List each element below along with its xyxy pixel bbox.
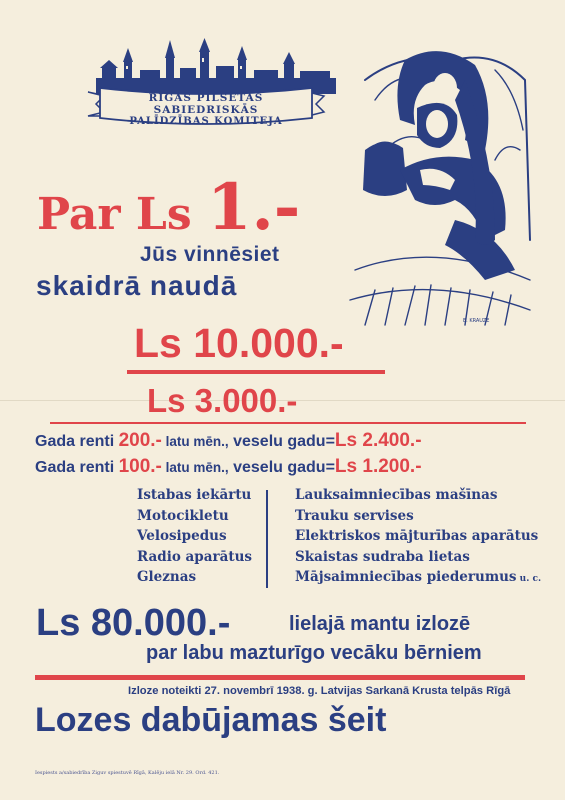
draw-date: Izloze noteikti 27. novembrī 1938. g. Latvijas Sarkanā Krusta telpās Rīgā (128, 685, 511, 697)
rent-total: Ls 2.400.- (334, 430, 422, 451)
rent-middle: veselu gadu= (228, 459, 335, 476)
list-item: Istabas iekārtu (137, 487, 252, 503)
rent-label: Gada renti (35, 459, 119, 476)
total-amount: Ls 80.000.- (36, 602, 231, 644)
total-description: lielajā mantu izlozē (289, 613, 471, 635)
divider-red (50, 422, 526, 424)
rent-total: Ls 1.200.- (334, 456, 422, 477)
rent-amount: 200.- (118, 430, 162, 451)
main-prize: Ls 10.000.- (134, 320, 344, 366)
list-item: Lauksaimniecības mašīnas (295, 487, 498, 503)
committee-name (96, 92, 316, 128)
list-item: Trauku servises (295, 507, 414, 524)
children-with-jug-illustration (345, 40, 535, 330)
price-prefix: Par Ls (37, 189, 207, 240)
printer-imprint: Iespiests a/sabiedrība Ziguv spiestuvē Rīgā, Kalēju ielā Nr. 29. Ord. 421. (35, 770, 220, 776)
committee-line-1: RĪGAS PILSĒTAS SABIEDRISKĀS (148, 92, 264, 116)
list-item: Motocikletu (137, 507, 229, 524)
illustration-signature: E. KRAUZE (463, 318, 490, 324)
list-item: Gleznas (137, 569, 197, 585)
list-item (295, 567, 541, 590)
column-divider (266, 490, 268, 588)
divider-red (127, 370, 385, 374)
list-item-suffix: u. c. (516, 574, 542, 584)
rent-unit: latu mēn., (161, 460, 229, 475)
rent-row (35, 430, 422, 452)
list-item: Radio aparātus (137, 548, 252, 565)
win-line: Jūs vinnēsiet (140, 243, 280, 266)
rent-middle: veselu gadu= (228, 433, 335, 450)
list-item: Velosipedus (137, 528, 227, 544)
list-item-text: Mājsaimniecības piederumus (295, 569, 517, 585)
divider-red (35, 675, 525, 680)
list-item: Elektriskos mājturības aparātus (295, 528, 539, 544)
second-prize: Ls 3.000.- (147, 382, 298, 419)
committee-line-2: PALĪDZĪBAS KOMITEJA (129, 116, 283, 127)
rent-amount: 100.- (118, 456, 162, 477)
rent-unit: latu mēn., (161, 434, 229, 449)
prize-items-left (137, 485, 252, 588)
call-to-action: Lozes dabūjamas šeit (35, 701, 387, 739)
beneficiary-line: par labu mazturīgo vecāku bērniem (146, 642, 482, 664)
price-amount: 1.- (206, 170, 301, 245)
ticket-price (37, 170, 300, 245)
prize-items-right (295, 485, 541, 590)
list-item: Skaistas sudraba lietas (295, 548, 470, 565)
rent-row (35, 456, 422, 478)
cash-line: skaidrā naudā (36, 270, 238, 301)
rent-label: Gada renti (35, 433, 119, 450)
